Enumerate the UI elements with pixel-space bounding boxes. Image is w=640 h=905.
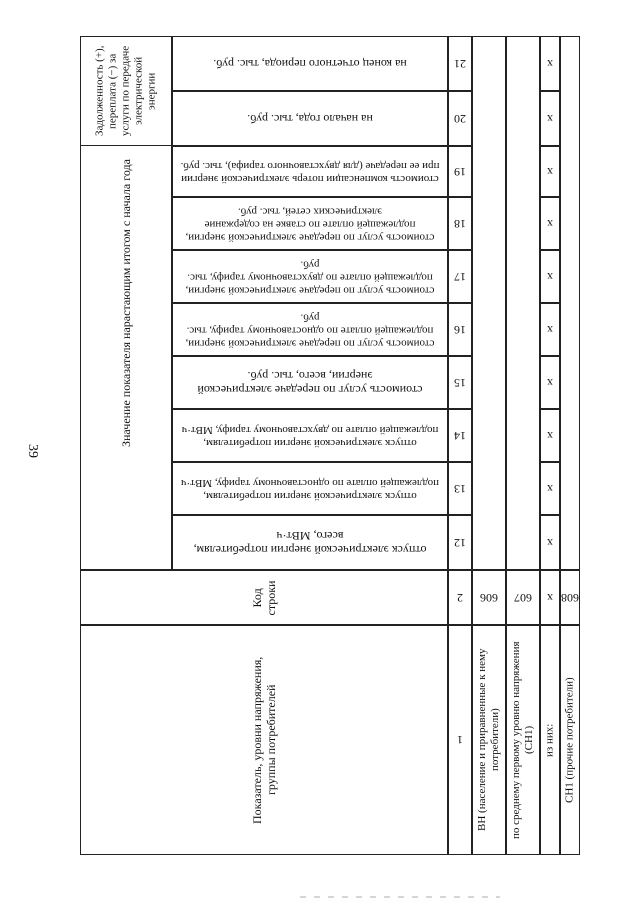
page-number: 39 <box>25 444 40 458</box>
column-number-text: 19 <box>454 164 466 179</box>
debt-header: Задолженность (+), переплата (−) за услуги по передаче электрической энергии <box>93 45 158 137</box>
row-mark <box>540 36 560 91</box>
column-header <box>172 515 448 570</box>
column-number <box>448 409 472 462</box>
row-code-cell <box>472 570 506 625</box>
column-number-text: 12 <box>454 535 466 550</box>
row-code: 608 <box>561 590 579 605</box>
column-number <box>448 625 472 855</box>
row-mark <box>540 197 560 250</box>
column-number-text: 14 <box>454 428 466 443</box>
column-header <box>172 462 448 515</box>
column-header <box>172 91 448 146</box>
row-mark <box>540 515 560 570</box>
row-mark-text: x <box>547 375 553 390</box>
code-header: Код строки <box>250 580 278 615</box>
column-number <box>448 36 472 91</box>
column-header <box>172 146 448 197</box>
row-code: 606 <box>480 590 498 605</box>
column-number <box>448 197 472 250</box>
row-mark-text: x <box>547 428 553 443</box>
column-label: отпуск электрической энергии потребителям, подлежащей оплате по двухставочному тарифу, МВт·ч <box>181 423 439 449</box>
column-label: на конец отчетного периода, тыс. руб. <box>213 56 407 71</box>
column-header <box>172 356 448 409</box>
column-label: стоимость компенсации потерь электрической энергии при ее передаче (для двухставочного тарифа), тыс. руб. <box>180 159 440 185</box>
column-label: стоимость услуг по передаче электрической энергии, подлежащей оплате по ставке на содержание электрических сетей, тыс. руб. <box>185 205 435 243</box>
row-code-cell <box>540 570 560 625</box>
column-number <box>448 462 472 515</box>
column-number-text: 15 <box>454 375 466 390</box>
column-number-text: 13 <box>454 481 466 496</box>
row-values <box>506 36 540 570</box>
row-mark <box>540 303 560 356</box>
column-number <box>448 250 472 303</box>
row-code-cell <box>506 570 540 625</box>
row-values <box>560 36 580 570</box>
column-number-text: 20 <box>454 111 466 126</box>
column-number-text: 21 <box>454 56 466 71</box>
row-mark-text: x <box>547 216 553 231</box>
row-label-cell <box>506 625 540 855</box>
column-number <box>448 570 472 625</box>
column-label: отпуск электрической энергии потребителям, подлежащей оплате по одноставочному тарифу, МВт·ч <box>180 476 440 502</box>
row-mark-text: x <box>547 322 553 337</box>
row-label: по среднему первому уровню напряжения (СН1) <box>510 641 535 839</box>
column-header <box>172 303 448 356</box>
column-number <box>448 356 472 409</box>
row-label-cell <box>560 625 580 855</box>
column-number <box>448 303 472 356</box>
code-header-cell <box>80 570 448 625</box>
row-mark-text: x <box>547 481 553 496</box>
column-number-text: 18 <box>454 216 466 231</box>
row-mark <box>540 91 560 146</box>
column-header <box>172 36 448 91</box>
row-mark-text: x <box>547 535 553 550</box>
debt-header-cell <box>80 36 172 146</box>
column-number-text: 17 <box>454 269 466 284</box>
column-label: отпуск электрической энергии потребителям, всего, МВт·ч <box>193 528 427 557</box>
row-code: x <box>547 590 553 605</box>
row-mark <box>540 409 560 462</box>
row-values <box>472 36 506 570</box>
row-label: СН1 (прочие потребители) <box>563 677 576 803</box>
row-mark <box>540 250 560 303</box>
column-number-text: 16 <box>454 322 466 337</box>
column-header <box>172 409 448 462</box>
column-label: стоимость услуг по передаче электрической энергии, подлежащей оплате по двухставочному тарифу, тыс. руб. <box>185 258 435 296</box>
row-code: 607 <box>514 590 532 605</box>
row-label-cell <box>472 625 506 855</box>
row-label: ВН (население и приравненные к нему потребители) <box>476 648 501 832</box>
column-label: стоимость услуг по передаче электрической энергии, подлежащей оплате по одноставочному тарифу, тыс. руб. <box>185 311 435 349</box>
row-mark-text: x <box>547 269 553 284</box>
column-label: на начало года, тыс. руб. <box>247 111 373 126</box>
column-number-text: 2 <box>457 590 463 605</box>
column-number <box>448 515 472 570</box>
column-number <box>448 146 472 197</box>
row-mark <box>540 356 560 409</box>
scan-artifact <box>300 896 500 898</box>
row-header: Показатель, уровни напряжения, группы потребителей <box>250 656 278 824</box>
group-header: Значение показателя нарастающим итогом с начала года <box>119 159 133 447</box>
row-mark <box>540 146 560 197</box>
row-header-cell <box>80 625 448 855</box>
row-mark-text: x <box>547 164 553 179</box>
column-label: стоимость услуг по передаче электрической энергии, всего, тыс. руб. <box>197 368 423 397</box>
column-header <box>172 250 448 303</box>
column-number <box>448 91 472 146</box>
column-number-text: 1 <box>457 733 463 747</box>
row-label: из них: <box>543 723 556 757</box>
row-mark-text: x <box>547 56 553 71</box>
row-label-cell <box>540 625 560 855</box>
row-mark <box>540 462 560 515</box>
row-mark-text: x <box>547 111 553 126</box>
column-header <box>172 197 448 250</box>
row-code-cell <box>560 570 580 625</box>
